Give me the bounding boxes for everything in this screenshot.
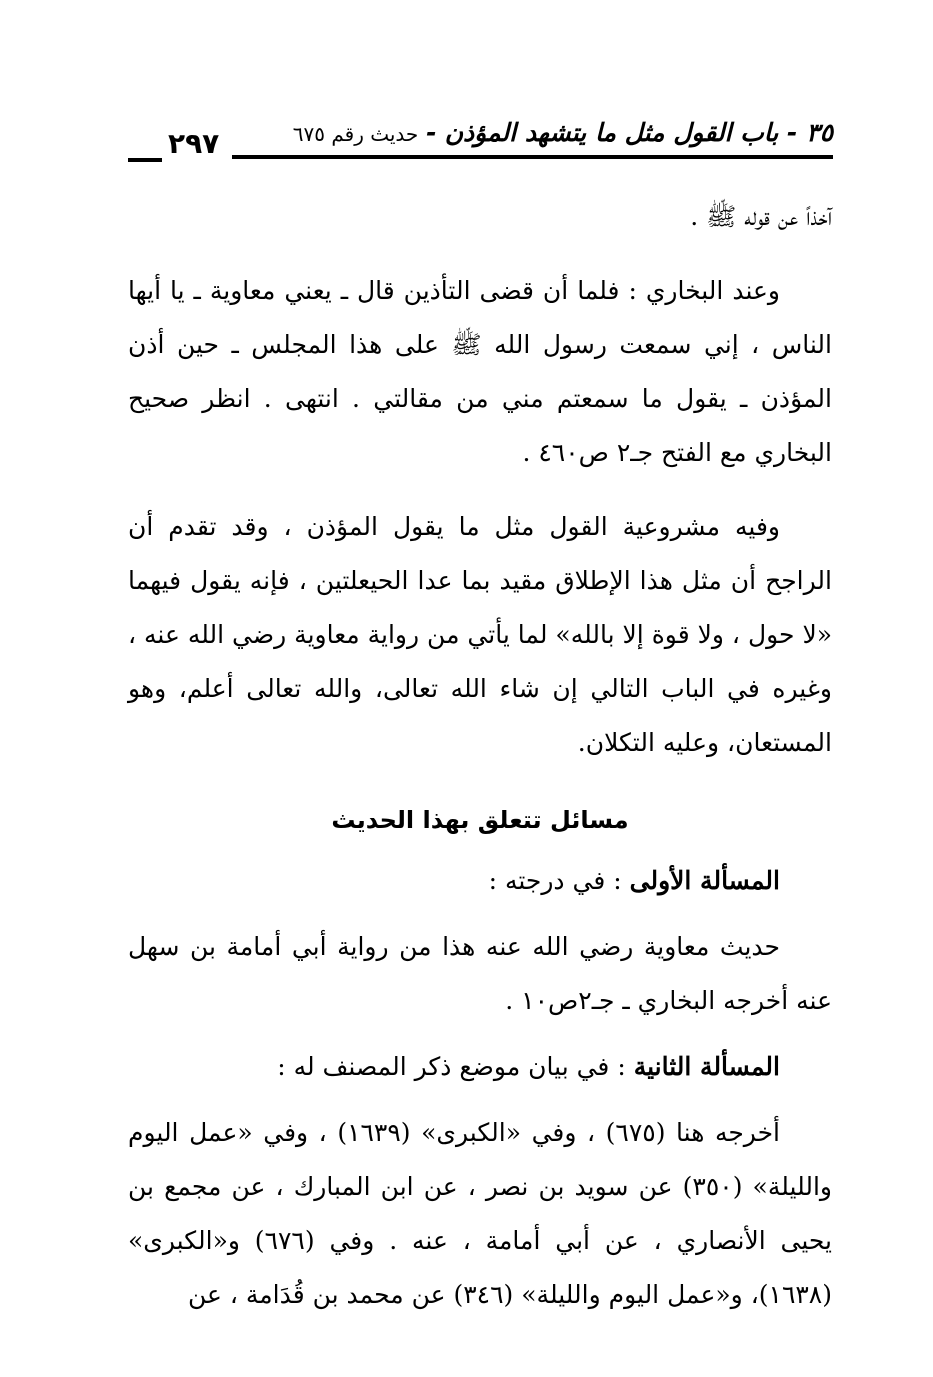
paragraph-3: وفيه مشروعية القول مثل ما يقول المؤذن ، وقد تقدم أن الراجح أن مثل هذا الإطلاق مقيد بما عدا الحيعلتين ، فإنه يقول فيهما «لا حول ، ولا قوة إلا بالله» لما يأتي من رواية معاوية رضي الله عنه ، وغيره في الباب التالي إن شاء الله تعالى، والله تعالى أعلم، وهو المستعان، وعليه التكلان. xyxy=(128,512,832,757)
header-rule-long xyxy=(232,155,833,159)
page-header xyxy=(128,118,833,164)
issue-2-text: أخرجه هنا (٦٧٥) ، وفي «الكبرى» (١٦٣٩) ، وفي «عمل اليوم والليلة» (٣٥٠) عن سويد بن نصر ، عن ابن المبارك ، عن مجمع بن يحيى الأنصاري ، عن أبي أمامة ، عنه . وفي (٦٧٦) و«الكبرى» (١٦٣٨)، و«عمل اليوم والليلة» (٣٤٦) عن محمد بن قُدَامة ، عن xyxy=(128,1118,833,1309)
issue-2-heading xyxy=(128,1040,832,1094)
page-number: ٢٩٧ xyxy=(168,127,220,160)
page-body xyxy=(128,190,832,1322)
issue-1-text: حديث معاوية رضي الله عنه هذا من رواية أبي أمامة بن سهل عنه أخرجه البخاري ـ جـ٢ص١٠ . xyxy=(128,932,832,1015)
chapter-title: ٣٥ - باب القول مثل ما يتشهد المؤذن xyxy=(444,118,833,147)
paragraph-2: وعند البخاري : فلما أن قضى التأذين قال ـ يعني معاوية ـ يا أيها الناس ، إني سمعت رسول الله ﷺ على هذا المجلس ـ حين أذن المؤذن ـ يقول ما سمعتم مني من مقالتي . انتهى . انظر صحيح البخاري مع الفتح جـ٢ ص٤٦٠ . xyxy=(128,276,832,467)
paragraph-1: آخذاً عن قوله ﷺ . xyxy=(690,202,832,231)
issue-1-title: : في درجته : xyxy=(488,866,630,895)
running-title xyxy=(293,118,833,148)
header-rule-short xyxy=(128,158,162,162)
title-separator: - xyxy=(426,118,437,147)
issue-1-heading xyxy=(128,854,832,908)
issue-2-title: : في بيان موضع ذكر المصنف له : xyxy=(277,1052,634,1081)
section-heading: مسائل تتعلق بهذا الحديث xyxy=(331,806,629,834)
hadith-reference: حديث رقم ٦٧٥ xyxy=(292,122,419,146)
issue-2-label: المسألة الثانية xyxy=(633,1052,780,1081)
issue-1-label: المسألة الأولى xyxy=(629,866,780,895)
